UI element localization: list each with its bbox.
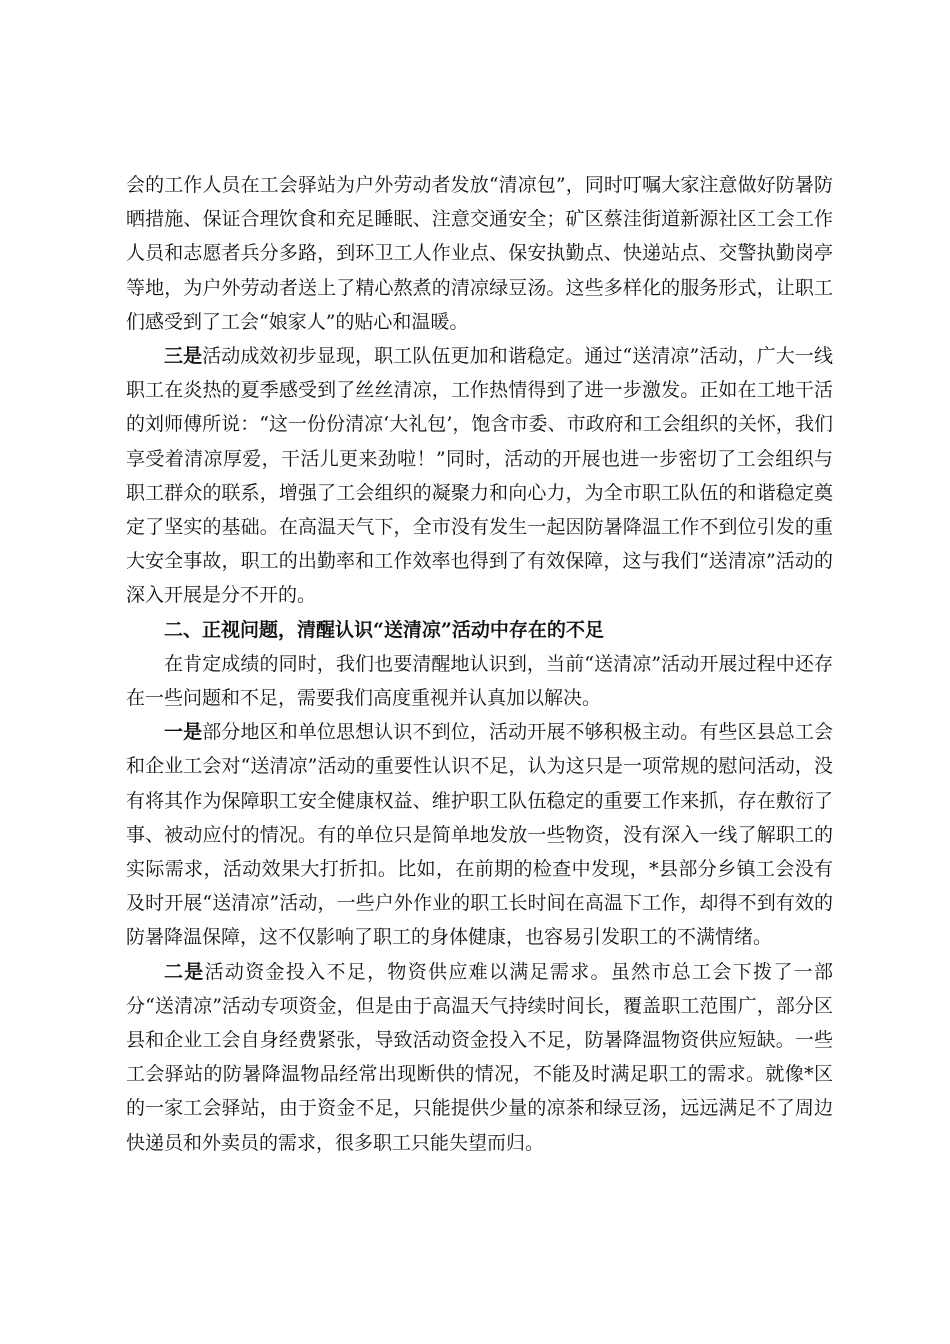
paragraph-continued: 会的工作人员在工会驿站为户外劳动者发放“清凉包”，同时叮嘱大家注意做好防暑防晒措施、保证合理饮食和充足睡眠、注意交通安全；矿区蔡洼街道新源社区工会工作人员和志愿者兵分多路，到环卫工人作业点、保安执勤点、快递站点、交警执勤岗亭等地，为户外劳动者送上了精心熬煮的清凉绿豆汤。这些多样化的服务形式，让职工们感受到了工会“娘家人”的贴心和温暖。 (126, 174, 833, 333)
point-three-lead: 三是 (164, 345, 203, 368)
section-heading-two: 二、正视问题，清醒认识“送清凉”活动中存在的不足 (164, 618, 604, 641)
problem-two-body: 活动资金投入不足，物资供应难以满足需求。虽然市总工会下拨了一部分“送清凉”活动专项资金，但是由于高温天气持续时间长，覆盖职工范围广，部分区县和企业工会自身经费紧张，导致活动资金投入不足，防暑降温物资供应短缺。一些工会驿站的防暑降温物品经常出现断供的情况，不能及时满足职工的需求。就像*区的一家工会驿站，由于资金不足，只能提供少量的凉茶和绿豆汤，远远满足不了周边快递员和外卖员的需求，很多职工只能失望而归。 (126, 960, 833, 1154)
problem-one-body: 部分地区和单位思想认识不到位，活动开展不够积极主动。有些区县总工会和企业工会对“送清凉”活动的重要性认识不足，认为这只是一项常规的慰问活动，没有将其作为保障职工安全健康权益、维护职工队伍稳定的重要工作来抓，存在敷衍了事、被动应付的情况。有的单位只是简单地发放一些物资，没有深入一线了解职工的实际需求，活动效果大打折扣。比如，在前期的检查中发现，*县部分乡镇工会没有及时开展“送清凉”活动，一些户外作业的职工长时间在高温下工作，却得不到有效的防暑降温保障，这不仅影响了职工的身体健康，也容易引发职工的不满情绪。 (126, 721, 833, 949)
problem-one-lead: 一是 (164, 721, 203, 744)
point-three-body: 活动成效初步显现，职工队伍更加和谐稳定。通过“送清凉”活动，广大一线职工在炎热的夏季感受到了丝丝清凉，工作热情得到了进一步激发。正如在工地干活的刘师傅所说：“这一份份清凉‘大礼包’，饱含市委、市政府和工会组织的关怀，我们享受着清凉厚爱，干活儿更来劲啦！”同时，活动的开展也进一步密切了工会组织与职工群众的联系，增强了工会组织的凝聚力和向心力，为全市职工队伍的和谐稳定奠定了坚实的基础。在高温天气下，全市没有发生一起因防暑降温工作不到位引发的重大安全事故，职工的出勤率和工作效率也得到了有效保障，这与我们“送清凉”活动的深入开展是分不开的。 (126, 345, 833, 607)
paragraph-intro-problems: 在肯定成绩的同时，我们也要清醒地认识到，当前“送清凉”活动开展过程中还存在一些问题和不足，需要我们高度重视并认真加以解决。 (126, 652, 833, 710)
paragraph-point-three (126, 339, 833, 613)
paragraph-problem-two (126, 955, 833, 1160)
problem-two-lead: 二是 (164, 960, 205, 983)
document-body (126, 168, 833, 1160)
paragraph-problem-one (126, 715, 833, 954)
